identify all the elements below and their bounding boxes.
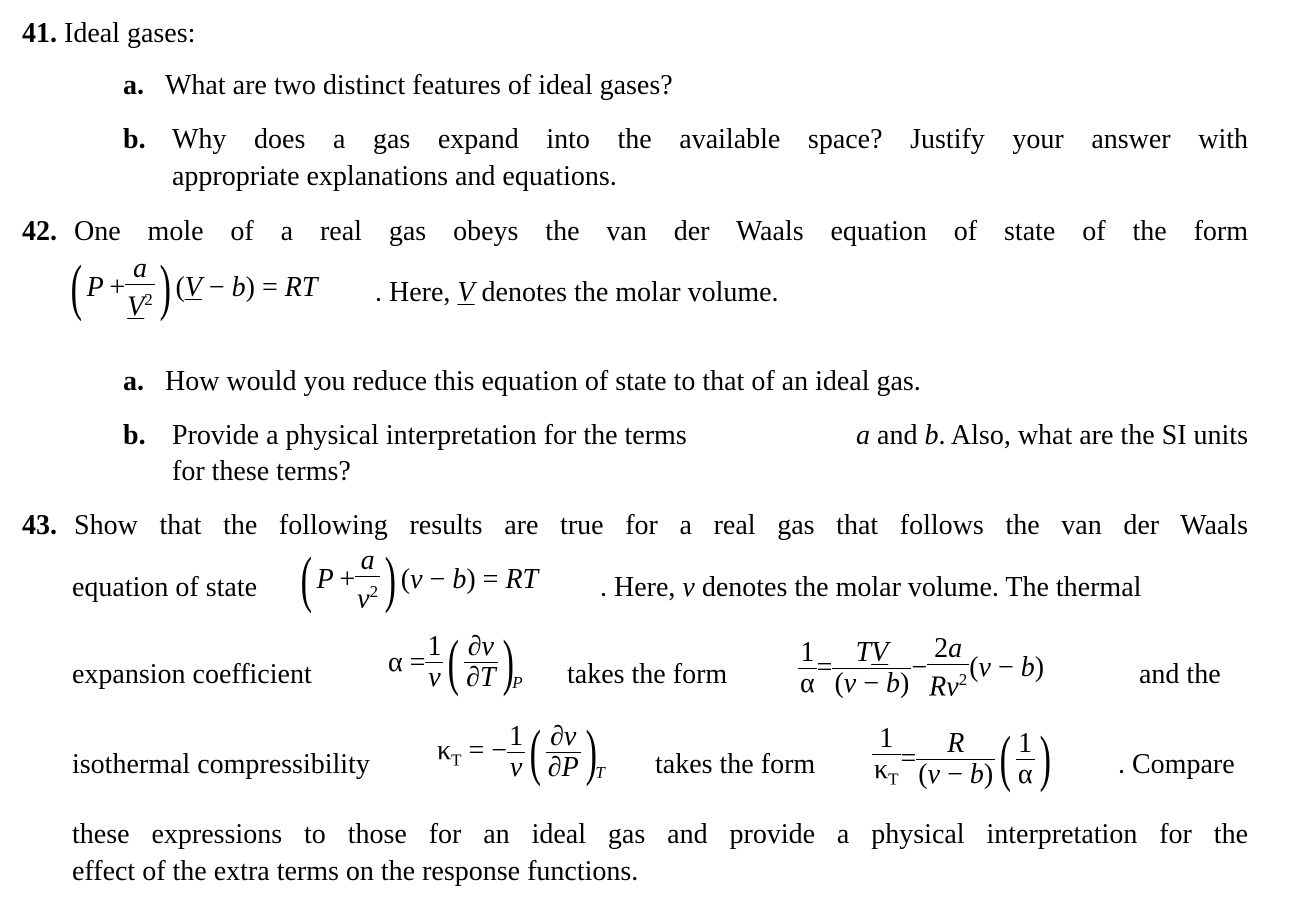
question-41a bbox=[123, 69, 673, 103]
item-text-line: Why does a gas expand into the available space? Justify your answer with bbox=[172, 124, 1248, 155]
question-41b bbox=[123, 123, 1248, 157]
q43-line3-post: and the bbox=[1139, 659, 1221, 690]
item-text-continued: for these terms? bbox=[172, 456, 351, 487]
q43-line5: these expressions to those for an ideal gas and provide a physical interpretation for the bbox=[72, 819, 1248, 850]
question-42b bbox=[123, 419, 1248, 453]
question-intro: One mole of a real gas obeys the van der Waals equation of state of the form bbox=[74, 216, 1248, 247]
q43-line2-post: . Here, v denotes the molar volume. The thermal bbox=[600, 572, 1142, 603]
alpha-definition: α = $\frac{1}{v}$ ( $\frac{\partial v}{\partial T}$ )P bbox=[388, 628, 523, 697]
question-title: Ideal gases: bbox=[64, 18, 196, 49]
item-label: a. bbox=[123, 70, 144, 101]
kappa-result: $\frac{1}{\kappa_T}$ = $\frac{R}{(v - b)}$ ( $\frac{1}{\alpha}$ ) bbox=[874, 723, 1051, 794]
item-text: How would you reduce this equation of state to that of an ideal gas. bbox=[165, 366, 921, 397]
q43-line6: effect of the extra terms on the response functions. bbox=[72, 856, 639, 887]
vdw-equation-lowercase: ( P + $\frac{a}{v^2}$ ) (v − b) = RT bbox=[300, 545, 539, 615]
item-text: What are two distinct features of ideal gases? bbox=[165, 70, 673, 101]
question-intro: Show that the following results are true for a real gas that follows the van der Waals bbox=[74, 510, 1248, 541]
question-41-heading bbox=[22, 17, 195, 51]
question-42a bbox=[123, 365, 921, 399]
item-label: a. bbox=[123, 366, 144, 397]
alpha-result: $\frac{1}{\alpha}$ = $\frac{TV}{(v - b)}$ − $\frac{2a}{Rv^2}$ (v − b) bbox=[800, 633, 1045, 703]
question-number: 43. bbox=[22, 510, 57, 541]
question-number: 42. bbox=[22, 216, 57, 247]
item-label: b. bbox=[123, 124, 146, 155]
item-text-line: Provide a physical interpretation for the terms a and b. Also, what are the SI units bbox=[172, 420, 1248, 451]
kappa-definition: $\kappa_T$ = − $\frac{1}{v}$ ( $\frac{\partial v}{\partial P}$ )T bbox=[437, 718, 605, 787]
question-42-equation-text: . Here, V denotes the molar volume. bbox=[375, 277, 779, 308]
q43-line3-mid: takes the form bbox=[567, 659, 728, 690]
vdw-equation-molar: ( P + $\frac{a}{V^2}$ ) (V − b) = RT bbox=[70, 253, 318, 323]
item-label: b. bbox=[123, 420, 146, 451]
q43-line4-pre: isothermal compressibility bbox=[72, 749, 370, 780]
q43-line3-pre: expansion coefficient bbox=[72, 659, 312, 690]
q43-line4-post: . Compare bbox=[1118, 749, 1235, 780]
q43-line4-mid: takes the form bbox=[655, 749, 816, 780]
item-text-continued: appropriate explanations and equations. bbox=[172, 161, 617, 192]
q43-line2-pre: equation of state bbox=[72, 572, 258, 603]
question-number: 41. bbox=[22, 18, 57, 49]
molar-volume-symbol: V bbox=[457, 277, 475, 308]
